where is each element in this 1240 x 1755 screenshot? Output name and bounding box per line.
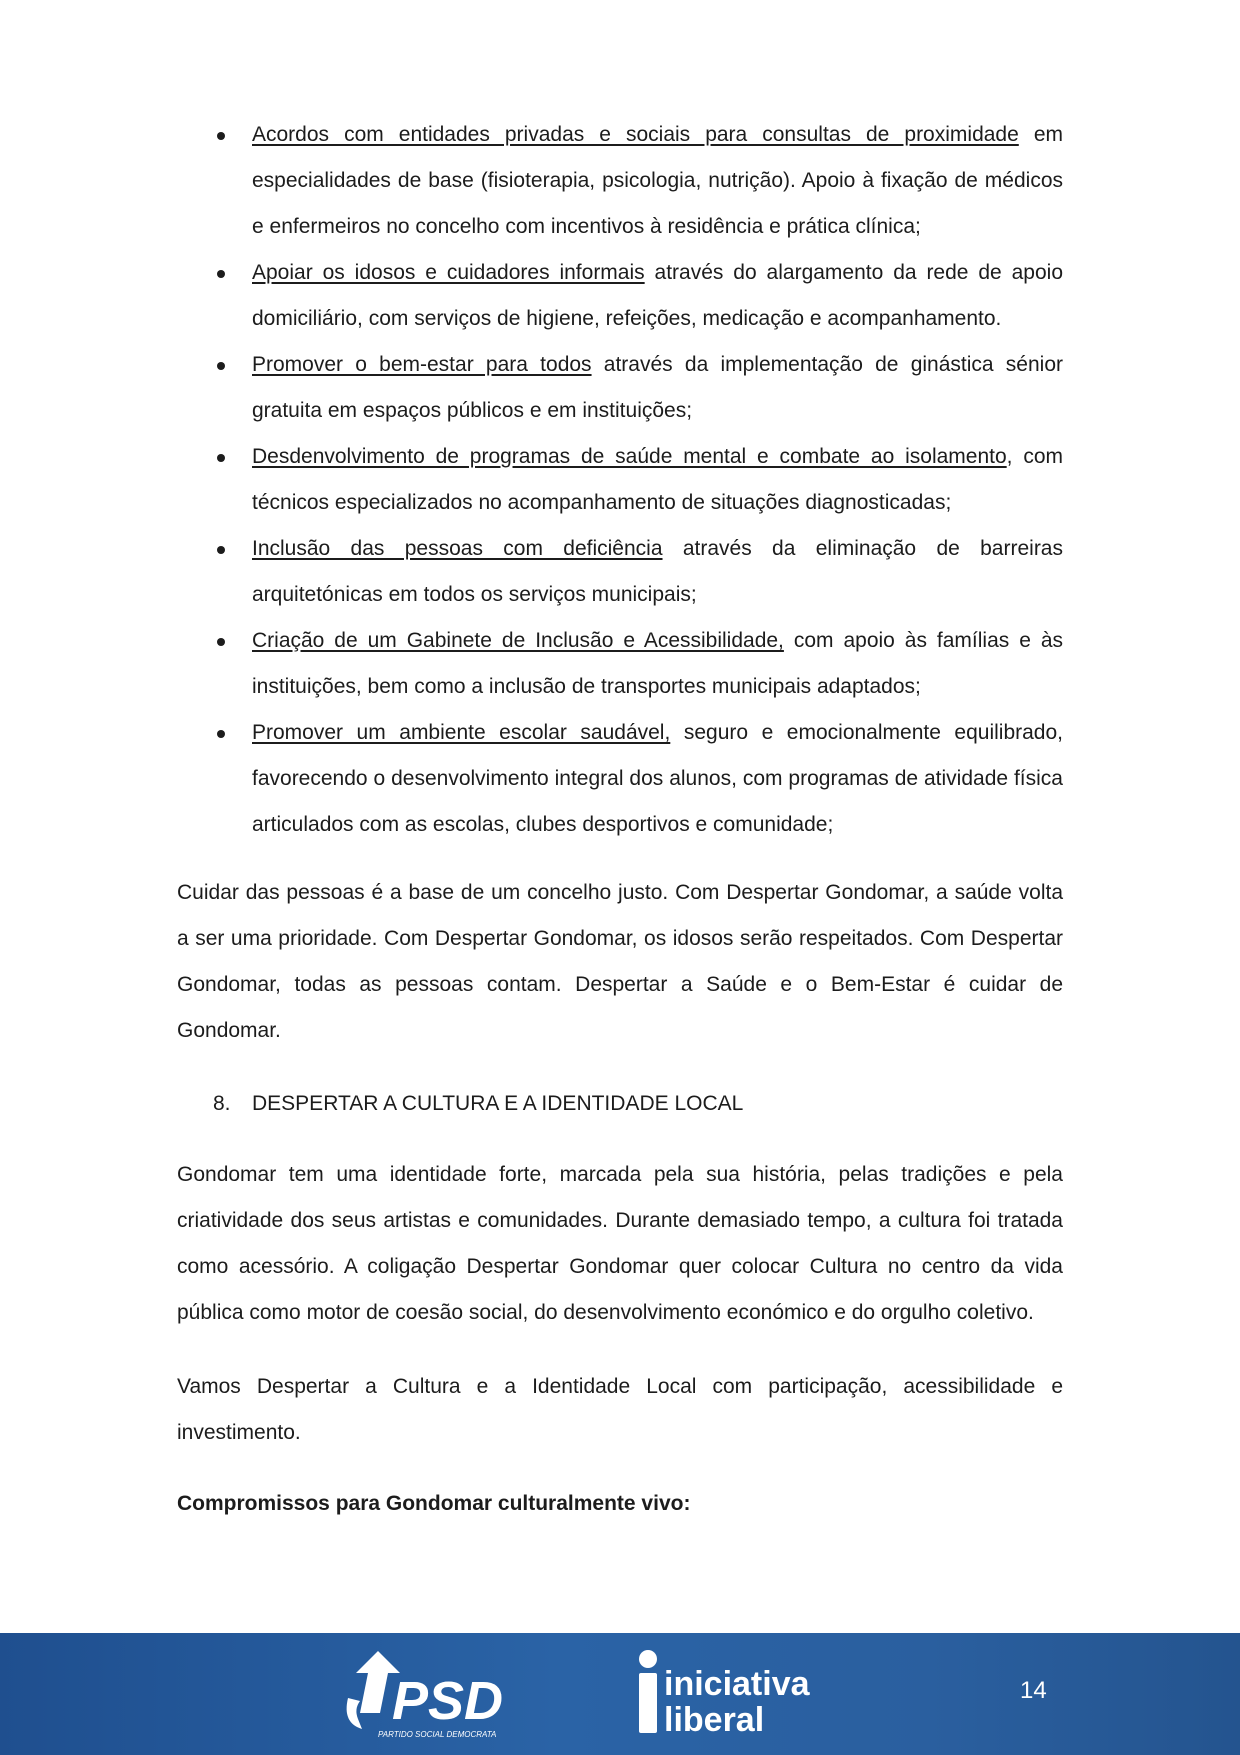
bullet-text: em especialidades de base (fisioterapia, psicologia, nutrição). Apoio à fixação de médicos e enfermeiros no concelho com incentivos à residência e prática clínica; (252, 123, 1063, 238)
bullet-text: , com técnicos especializados no acompanhamento de situações diagnosticadas; (252, 445, 1064, 514)
section-number: 8. (213, 1092, 231, 1115)
il-logo-line1: iniciativa (664, 1665, 810, 1703)
closing-paragraph: Cuidar das pessoas é a base de um concelho justo. Com Despertar Gondomar, a saúde volta a ser uma prioridade. Com Despertar Gondomar, os idosos serão respeitados. Com Despertar Gondomar, todas as pessoas contam. Despertar a Saúde e o Bem-Estar é cuidar de Gondomar. (177, 881, 1063, 1042)
il-logo-line2: liberal (664, 1701, 765, 1739)
psd-logo-text: PSD (392, 1671, 504, 1731)
commitments-heading: Compromissos para Gondomar culturalmente vivo: (177, 1492, 691, 1515)
list-item (177, 710, 1063, 848)
list-item (177, 618, 1063, 710)
list-item (177, 434, 1063, 526)
document-body (177, 112, 1063, 1524)
bullet-text: seguro e emocionalmente equilibrado, favorecendo o desenvolvimento integral dos alunos, com programas de atividade física articulados com as escolas, clubes desportivos e comunidade; (252, 721, 1063, 836)
bullet-text: com apoio às famílias e às instituições, bem como a inclusão de transportes municipais adaptados; (252, 629, 1064, 698)
iniciativa-liberal-logo (636, 1647, 836, 1743)
bullet-lead: Promover um ambiente escolar saudável, (252, 721, 671, 744)
list-item (177, 112, 1063, 250)
section-heading (177, 1084, 1063, 1124)
bullet-text: através da implementação de ginástica sénior gratuita em espaços públicos e em instituições; (252, 353, 1063, 422)
bullet-lead: Apoiar os idosos e cuidadores informais (252, 261, 645, 284)
list-item (177, 342, 1063, 434)
bullet-lead: Desdenvolvimento de programas de saúde mental e combate ao isolamento (252, 445, 1007, 468)
page-number: 14 (1020, 1677, 1047, 1704)
psd-logo-subtext: PARTIDO SOCIAL DEMOCRATA (378, 1730, 497, 1739)
culture-paragraph: Vamos Despertar a Cultura e a Identidade Local com participação, acessibilidade e investimento. (177, 1375, 1063, 1444)
bullet-lead: Acordos com entidades privadas e sociais para consultas de proximidade (252, 123, 1019, 146)
psd-arrow-tail-icon (347, 1698, 362, 1729)
il-dot-icon (639, 1650, 657, 1668)
section-title: DESPERTAR A CULTURA E A IDENTIDADE LOCAL (252, 1092, 744, 1115)
page-footer (0, 1633, 1240, 1755)
bullet-list (177, 112, 1063, 848)
list-item (177, 526, 1063, 618)
list-item (177, 250, 1063, 342)
bullet-text: através do alargamento da rede de apoio domiciliário, com serviços de higiene, refeições, medicação e acompanhamento. (252, 261, 1063, 330)
psd-logo (330, 1643, 540, 1743)
bullet-lead: Promover o bem-estar para todos (252, 353, 592, 376)
bullet-lead: Inclusão das pessoas com deficiência (252, 537, 663, 560)
bullet-text: através da eliminação de barreiras arquitetónicas em todos os serviços municipais; (252, 537, 1063, 606)
culture-paragraph: Gondomar tem uma identidade forte, marcada pela sua história, pelas tradições e pela criatividade dos seus artistas e comunidades. Durante demasiado tempo, a cultura foi tratada como acessório. A coligação Despertar Gondomar quer colocar Cultura no centro da vida pública como motor de coesão social, do desenvolvimento económico e do orgulho coletivo. (177, 1163, 1063, 1324)
il-bar-icon (639, 1673, 657, 1733)
bullet-lead: Criação de um Gabinete de Inclusão e Acessibilidade, (252, 629, 784, 652)
